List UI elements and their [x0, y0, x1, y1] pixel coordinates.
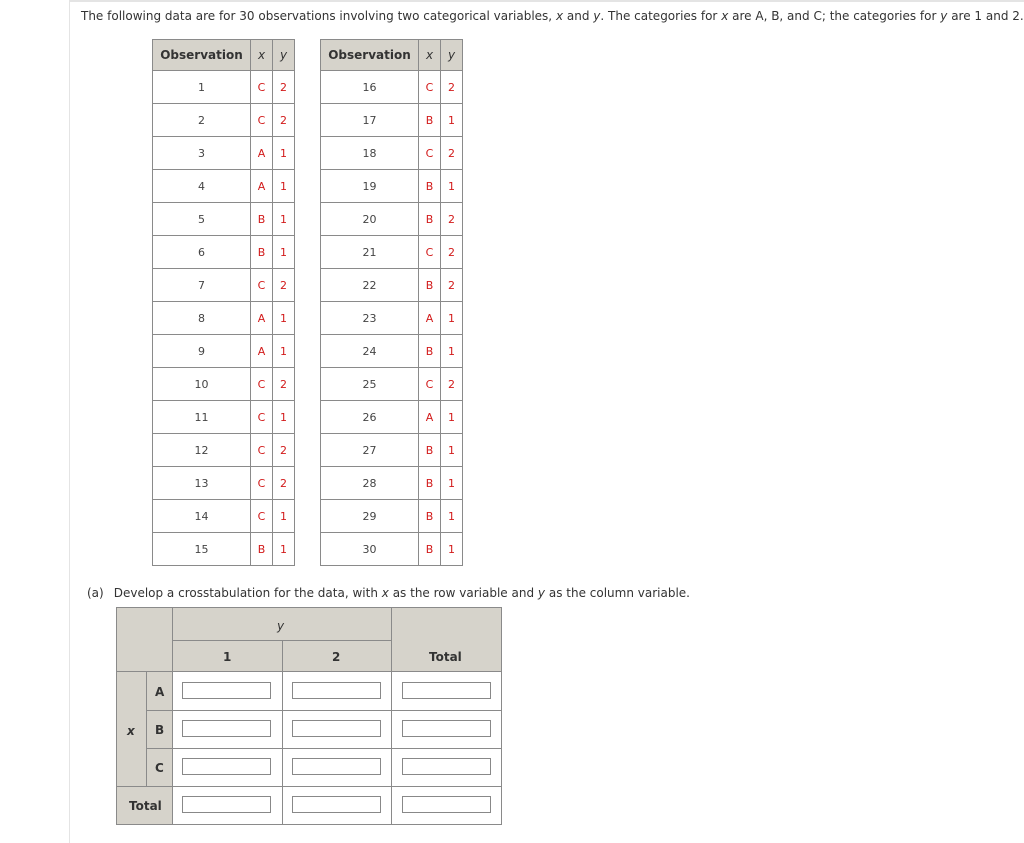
- y-value: 1: [273, 533, 295, 566]
- header-row: [321, 40, 463, 71]
- observation-number: 15: [153, 533, 251, 566]
- y-variable-header: y: [172, 607, 392, 641]
- input-a-total[interactable]: [402, 682, 491, 699]
- top-divider: [70, 0, 1024, 2]
- observation-row: [153, 401, 295, 434]
- observation-row: [321, 236, 463, 269]
- y-value: 1: [441, 500, 463, 533]
- observation-number: 12: [153, 434, 251, 467]
- y-value: 1: [441, 104, 463, 137]
- left-divider: [69, 0, 70, 843]
- input-b-2[interactable]: [292, 720, 381, 737]
- x-value: B: [419, 533, 441, 566]
- observation-number: 6: [153, 236, 251, 269]
- x-value: B: [251, 203, 273, 236]
- x-value: C: [251, 104, 273, 137]
- x-value: A: [251, 137, 273, 170]
- observation-row: [153, 104, 295, 137]
- observation-row: [153, 434, 295, 467]
- intro-text: The following data are for 30 observations involving two categorical variables, x and y. The categories for x are A, B, and C; the categories for y are 1 and 2.: [81, 9, 1024, 23]
- observation-header: Observation: [321, 40, 419, 71]
- observation-number: 24: [321, 335, 419, 368]
- observation-number: 7: [153, 269, 251, 302]
- y-value: 1: [441, 335, 463, 368]
- y-value: 1: [441, 170, 463, 203]
- x-value: C: [419, 71, 441, 104]
- y-value: 2: [441, 137, 463, 170]
- input-total-2[interactable]: [292, 796, 381, 813]
- observation-row: [321, 137, 463, 170]
- observation-row: [321, 104, 463, 137]
- observation-row: [153, 467, 295, 500]
- observation-number: 3: [153, 137, 251, 170]
- y-value: 1: [441, 533, 463, 566]
- observation-number: 25: [321, 368, 419, 401]
- input-b-total[interactable]: [402, 720, 491, 737]
- y-value: 1: [441, 434, 463, 467]
- observation-number: 28: [321, 467, 419, 500]
- x-value: C: [251, 434, 273, 467]
- x-value: C: [251, 467, 273, 500]
- observation-number: 5: [153, 203, 251, 236]
- observation-row: [153, 170, 295, 203]
- row-header-c: C: [146, 748, 173, 787]
- x-value: C: [251, 401, 273, 434]
- input-total-total[interactable]: [402, 796, 491, 813]
- x-value: A: [419, 302, 441, 335]
- y-value: 2: [273, 368, 295, 401]
- observation-number: 26: [321, 401, 419, 434]
- x-value: B: [419, 434, 441, 467]
- observation-row: [153, 137, 295, 170]
- x-value: A: [251, 335, 273, 368]
- observation-row: [153, 203, 295, 236]
- observation-number: 13: [153, 467, 251, 500]
- observation-row: [153, 269, 295, 302]
- observation-row: [321, 302, 463, 335]
- x-value: B: [419, 104, 441, 137]
- part-a-label: (a): [87, 586, 104, 600]
- header-row: [153, 40, 295, 71]
- x-value: B: [419, 170, 441, 203]
- observation-number: 23: [321, 302, 419, 335]
- y-value: 1: [441, 401, 463, 434]
- observation-row: [153, 500, 295, 533]
- x-value: C: [251, 269, 273, 302]
- observation-number: 22: [321, 269, 419, 302]
- y-value: 2: [273, 269, 295, 302]
- observation-row: [321, 500, 463, 533]
- y-value: 1: [441, 302, 463, 335]
- x-value: C: [419, 368, 441, 401]
- y-value: 2: [273, 434, 295, 467]
- y-value: 2: [273, 467, 295, 500]
- observation-number: 9: [153, 335, 251, 368]
- x-value: B: [251, 533, 273, 566]
- y-value: 1: [273, 170, 295, 203]
- x-value: C: [419, 137, 441, 170]
- observation-row: [153, 335, 295, 368]
- x-value: A: [419, 401, 441, 434]
- observation-row: [321, 368, 463, 401]
- observation-row: [153, 236, 295, 269]
- y-value: 2: [441, 236, 463, 269]
- observation-number: 30: [321, 533, 419, 566]
- observation-number: 17: [321, 104, 419, 137]
- x-value: B: [419, 467, 441, 500]
- observation-row: [321, 467, 463, 500]
- x-header: x: [251, 40, 273, 71]
- x-header: x: [419, 40, 441, 71]
- observation-row: [321, 401, 463, 434]
- row-header-total: Total: [116, 786, 173, 825]
- x-value: C: [251, 500, 273, 533]
- col-header-total: Total: [391, 607, 502, 672]
- y-value: 1: [273, 203, 295, 236]
- y-value: 2: [273, 104, 295, 137]
- x-value: B: [419, 500, 441, 533]
- x-value: B: [419, 335, 441, 368]
- x-value: B: [419, 269, 441, 302]
- corner-cell: [116, 607, 173, 672]
- input-c-1[interactable]: [182, 758, 271, 775]
- col-header-1: 1: [172, 640, 283, 672]
- observation-number: 19: [321, 170, 419, 203]
- observation-number: 21: [321, 236, 419, 269]
- y-value: 1: [273, 137, 295, 170]
- y-value: 2: [441, 269, 463, 302]
- input-a-2[interactable]: [292, 682, 381, 699]
- observation-number: 14: [153, 500, 251, 533]
- x-variable-header: x: [116, 671, 147, 787]
- y-value: 1: [273, 236, 295, 269]
- observation-header: Observation: [153, 40, 251, 71]
- y-value: 2: [441, 368, 463, 401]
- observation-row: [321, 203, 463, 236]
- input-b-1[interactable]: [182, 720, 271, 737]
- observation-row: [321, 335, 463, 368]
- input-a-1[interactable]: [182, 682, 271, 699]
- y-value: 1: [273, 500, 295, 533]
- observation-number: 16: [321, 71, 419, 104]
- input-c-total[interactable]: [402, 758, 491, 775]
- observation-row: [153, 302, 295, 335]
- row-header-b: B: [146, 710, 173, 749]
- input-c-2[interactable]: [292, 758, 381, 775]
- y-value: 1: [273, 401, 295, 434]
- y-value: 1: [441, 467, 463, 500]
- observations-table-left: [152, 39, 295, 566]
- part-a-instruction: (a) Develop a crosstabulation for the data, with x as the row variable and y as the column variable.: [87, 586, 690, 600]
- observation-number: 8: [153, 302, 251, 335]
- y-value: 2: [441, 71, 463, 104]
- row-header-a: A: [146, 671, 173, 711]
- observation-row: [321, 434, 463, 467]
- observations-table-right: [320, 39, 463, 566]
- observation-row: [153, 368, 295, 401]
- observation-number: 20: [321, 203, 419, 236]
- observation-number: 2: [153, 104, 251, 137]
- observation-number: 18: [321, 137, 419, 170]
- observation-number: 10: [153, 368, 251, 401]
- x-value: C: [251, 71, 273, 104]
- observation-row: [153, 533, 295, 566]
- input-total-1[interactable]: [182, 796, 271, 813]
- y-value: 1: [273, 335, 295, 368]
- col-header-2: 2: [282, 640, 392, 672]
- y-value: 2: [273, 71, 295, 104]
- observation-row: [321, 269, 463, 302]
- observation-row: [321, 533, 463, 566]
- y-value: 1: [273, 302, 295, 335]
- observation-number: 4: [153, 170, 251, 203]
- observation-number: 29: [321, 500, 419, 533]
- y-header: y: [441, 40, 463, 71]
- observation-row: [153, 71, 295, 104]
- observation-number: 11: [153, 401, 251, 434]
- x-value: C: [251, 368, 273, 401]
- x-value: A: [251, 170, 273, 203]
- y-value: 2: [441, 203, 463, 236]
- x-value: B: [251, 236, 273, 269]
- observation-number: 27: [321, 434, 419, 467]
- x-value: C: [419, 236, 441, 269]
- y-header: y: [273, 40, 295, 71]
- observation-row: [321, 170, 463, 203]
- observation-number: 1: [153, 71, 251, 104]
- x-value: A: [251, 302, 273, 335]
- observation-row: [321, 71, 463, 104]
- x-value: B: [419, 203, 441, 236]
